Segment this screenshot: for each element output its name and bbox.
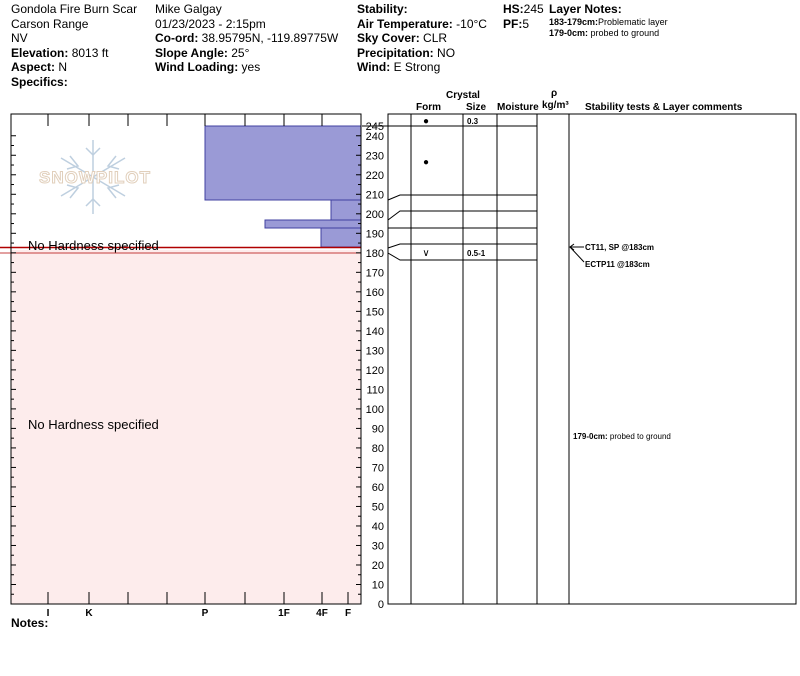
depth-tick-label: 100 (365, 403, 384, 416)
depth-tick-label: 245 (365, 121, 384, 133)
depth-tick-label: 60 (371, 481, 384, 494)
precip-row: Precipitation: NO (357, 45, 456, 60)
location-state: NV (11, 31, 28, 46)
aspect-row: Aspect: N (11, 60, 68, 75)
depth-tick-label: 130 (365, 345, 384, 358)
crystal-header: Crystal (446, 90, 480, 101)
layer-notes-title: Layer Notes: (549, 2, 622, 16)
depth-tick-label: 30 (371, 540, 384, 553)
layer-comment: 179-0cm: probed to ground (573, 432, 671, 441)
depth-tick-label: 50 (371, 501, 384, 514)
elevation-value: 8013 ft (71, 45, 109, 60)
coord-row: Co-ord: 38.95795N, -119.89775W (155, 31, 339, 46)
specifics-row: Specifics: (11, 74, 68, 89)
depth-tick-label: 40 (371, 520, 384, 533)
comments-header: Stability tests & Layer comments (585, 102, 743, 113)
hardness-tick-label: F (344, 608, 352, 619)
stability-test: CT11, SP @183cm (585, 243, 655, 252)
depth-tick-label: 110 (366, 384, 384, 397)
hardness-tick-label: 1F (278, 608, 290, 619)
hardness-tick-label: K (85, 608, 93, 619)
location-name: Gondola Fire Burn Scar (11, 2, 138, 16)
slope-value: 25° (231, 45, 250, 60)
svg-text:∨: ∨ (422, 248, 430, 259)
hardness-panel (0, 114, 361, 619)
wind-row: Wind: E Strong (357, 60, 441, 75)
density-unit-header: kg/m³ (542, 100, 569, 111)
depth-tick-label: 200 (365, 208, 384, 221)
column-headers (416, 88, 743, 113)
test-arrows (570, 244, 584, 262)
wind-loading-row: Wind Loading: yes (155, 60, 261, 75)
crystal-form-icon (423, 116, 429, 127)
layer-note-item: 183-179cm:Problematic layer (549, 16, 668, 27)
elevation-row: Elevation: 8013 ft (11, 45, 109, 60)
hardness-bar (205, 126, 361, 200)
svg-text:●: ● (422, 116, 430, 127)
depth-tick-label: 170 (365, 267, 384, 280)
no-hardness-text: No Hardness specified (28, 238, 159, 253)
depth-tick-label: 240 (365, 130, 384, 143)
observation-datetime: 01/23/2023 - 2:15pm (155, 16, 266, 31)
layer-boundaries (411, 126, 537, 260)
hardness-tick-label: P (201, 608, 209, 619)
watermark-text: SNOWPILOT (39, 168, 151, 187)
depth-tick-label: 210 (365, 189, 384, 202)
location-range: Carson Range (11, 16, 89, 31)
notes-label: Notes: (11, 616, 49, 630)
no-hardness-text: No Hardness specified (28, 417, 159, 432)
hardness-bar (321, 228, 361, 247)
crystal-form-icon (423, 157, 429, 168)
crystal-size: 0.3 (467, 117, 479, 126)
sky-row: Sky Cover: CLR (357, 31, 448, 46)
slope-row: Slope Angle: 25° (155, 45, 250, 60)
depth-tick-label: 230 (365, 150, 384, 163)
stability-test: ECTP11 @183cm (585, 260, 650, 269)
crystal-size: 0.5-1 (467, 249, 486, 258)
crystal-form-icon (422, 248, 429, 259)
hardness-bar (265, 220, 361, 228)
depth-tick-label: 160 (365, 286, 384, 299)
wind-loading-value: yes (241, 60, 261, 75)
depth-tick-label: 20 (371, 559, 384, 572)
layer-note-item: 179-0cm: probed to ground (549, 27, 660, 38)
pf-value: 5 (522, 16, 530, 31)
hs-value: 245 (523, 2, 544, 16)
layer-table (362, 114, 796, 604)
hardness-tick-label: 4F (316, 608, 328, 619)
rho-header: ρ (551, 88, 558, 99)
size-header: Size (466, 102, 487, 113)
air-temp-value: -10°C (456, 16, 487, 31)
hs-row: HS:245 (503, 2, 544, 16)
hardness-bar (331, 200, 361, 220)
form-header: Form (416, 102, 441, 113)
svg-text:●: ● (422, 157, 430, 168)
sky-value: CLR (423, 31, 448, 46)
depth-tick-label: 0 (377, 599, 384, 611)
precip-value: NO (437, 45, 456, 60)
depth-tick-label: 190 (365, 228, 384, 241)
depth-tick-label: 150 (365, 306, 384, 319)
stability-row: Stability: (357, 2, 408, 16)
air-temp-row: Air Temperature: -10°C (357, 16, 487, 31)
depth-tick-label: 90 (371, 423, 384, 436)
wind-value: E Strong (393, 60, 441, 75)
layer-table-columns (411, 114, 569, 604)
hardness-tick-label: I (46, 608, 50, 619)
layer-table-frame (388, 114, 796, 604)
depth-tick-label: 180 (365, 247, 384, 260)
observer-name: Mike Galgay (155, 2, 222, 16)
depth-tick-label: 220 (365, 169, 384, 182)
moisture-header: Moisture (497, 102, 539, 113)
depth-axis (366, 121, 384, 611)
aspect-value: N (58, 60, 68, 75)
depth-tick-label: 120 (365, 364, 384, 377)
depth-tick-label: 80 (371, 442, 384, 455)
hardness-x-labels (47, 608, 351, 619)
coord-value: 38.95795N, -119.89775W (201, 31, 339, 46)
pf-row: PF:5 (503, 16, 530, 31)
depth-tick-label: 140 (365, 325, 384, 338)
depth-tick-label: 70 (371, 462, 384, 475)
depth-tick-label: 10 (371, 579, 384, 592)
